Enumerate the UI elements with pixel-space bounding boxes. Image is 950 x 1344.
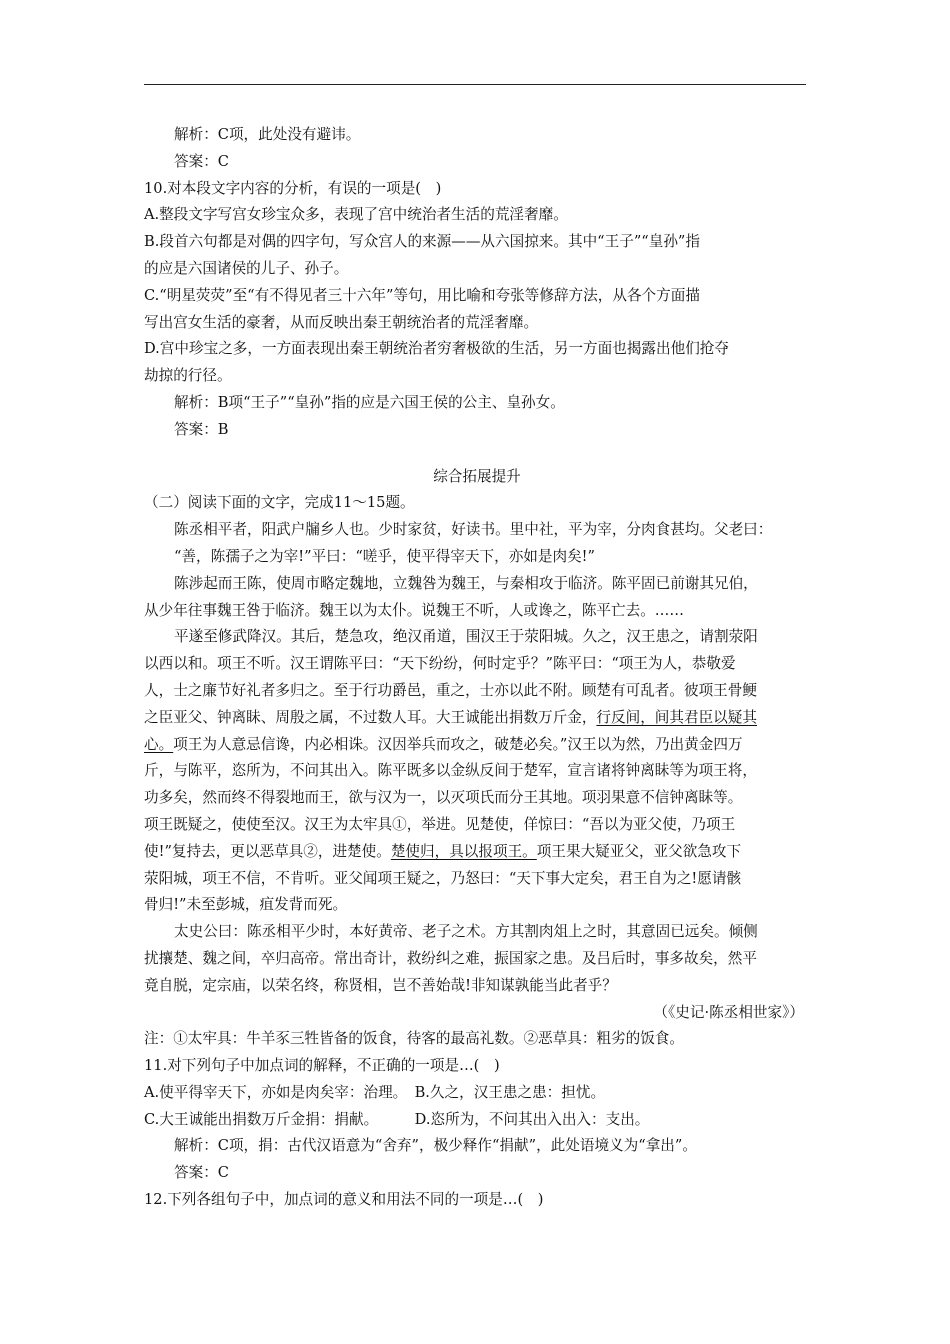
text-line: [144, 866, 810, 893]
line-text: 骨归!”未至彭城，疽发背而死。: [144, 896, 348, 914]
text-line: [144, 839, 810, 866]
text-line: [144, 363, 810, 390]
text-line: [144, 598, 810, 625]
text-line: [144, 490, 810, 517]
section-title: 综合拓展提升: [433, 467, 521, 485]
text-line: [144, 624, 810, 651]
line-text: 之臣亚父、钟离眛、周殷之属，不过数人耳。大王诚能出捐数万斤金，: [144, 708, 597, 726]
text-line: [144, 122, 810, 149]
text-line: [144, 202, 810, 229]
text-line: [144, 812, 810, 839]
line-text: 答案：C: [174, 1164, 229, 1182]
line-text: 11.对下列句子中加点词的解释，不正确的一项是…( ): [144, 1057, 500, 1075]
text-line: [144, 1133, 810, 1160]
underlined-sentence: 心。: [144, 735, 174, 753]
line-text: 解析：C项，捐：古代汉语意为“舍弃”，极少释作“捐献”，此处语境义为“拿出”。: [174, 1137, 697, 1155]
text-line: [144, 758, 810, 785]
text-line: [144, 1160, 810, 1187]
text-line: [144, 892, 810, 919]
text-line: [144, 919, 810, 946]
text-line: [144, 973, 810, 1000]
line-text: 人，士之廉节好礼者多归之。至于行功爵邑，重之，士亦以此不附。顾楚有可乱者。彼项王骨鲠: [144, 681, 757, 699]
questions-block: [144, 1026, 810, 1214]
line-text: 斤，与陈平，恣所为，不问其出入。陈平既多以金纵反间于楚军，宣言诸将钟离眛等为项王将，: [144, 762, 757, 780]
text-line: [144, 310, 810, 337]
text-line: [144, 1080, 810, 1107]
line-text: 答案：B: [174, 420, 229, 438]
line-text: A.使平得宰天下，亦如是肉矣宰：治理。 B.久之，汉王患之患：担忧。: [144, 1083, 606, 1101]
text-line: [144, 571, 810, 598]
text-line: [144, 678, 810, 705]
line-text: 竟自脱，定宗庙，以荣名终，称贤相，岂不善始哉!非知谋孰能当此者乎？: [144, 976, 617, 994]
line-text: 12.下列各组句子中，加点词的意义和用法不同的一项是…( ): [144, 1191, 544, 1209]
text-line: [144, 946, 810, 973]
line-text: 扰攘楚、魏之间，卒归高帝。常出奇计，救纷纠之难，振国家之患。及吕后时，事多故矣，然平: [144, 949, 757, 967]
line-text: 项王既疑之，使使至汉。汉王为太牢具①，举进。见楚使，佯惊曰：“吾以为亚父使，乃项王: [144, 815, 736, 833]
text-line: [144, 176, 810, 203]
text-line: [144, 1053, 810, 1080]
line-text: “善，陈孺子之为宰!”平曰：“嗟乎，使平得宰天下，亦如是肉矣!”: [174, 547, 596, 565]
line-text: 太史公曰：陈丞相平少时，本好黄帝、老子之术。方其割肉俎上之时，其意固已远矣。倾侧: [174, 923, 758, 941]
line-text: D.宫中珍宝之多，一方面表现出秦王朝统治者穷奢极欲的生活，另一方面也揭露出他们抢夺: [144, 340, 729, 358]
line-text: 平遂至修武降汉。其后，楚急攻，绝汉甬道，围汉王于荥阳城。久之，汉王患之，请割荥阳: [174, 628, 758, 646]
text-line: [144, 390, 810, 417]
text-line: [144, 336, 810, 363]
text-line: [144, 785, 810, 812]
text-line: [144, 1187, 810, 1214]
question-10-block: [144, 122, 810, 444]
line-text: 注：①太牢具：牛羊豕三牲皆备的饭食，待客的最高礼数。②恶草具：粗劣的饭食。: [144, 1030, 684, 1048]
header-rule: [144, 84, 806, 85]
line-text: 答案：C: [174, 152, 229, 170]
passage-source: （《史记·陈丞相世家》）: [653, 1003, 804, 1021]
document-body: [144, 122, 810, 1214]
line-text: 的应是六国诸侯的儿子、孙子。: [144, 259, 349, 277]
text-line: [144, 149, 810, 176]
line-text: 解析：B项“王子”“皇孙”指的应是六国王侯的公主、皇孙女。: [174, 393, 565, 411]
text-line: [144, 651, 810, 678]
reading-passage: [144, 490, 810, 999]
text-line: [144, 1107, 810, 1134]
text-line: [144, 1026, 810, 1053]
line-text: 陈涉起而王陈，使周市略定魏地，立魏咎为魏王，与秦相攻于临济。陈平固已前谢其兄伯，: [174, 574, 758, 592]
line-text: A.整段文字写宫女珍宝众多，表现了宫中统治者生活的荒淫奢靡。: [144, 206, 568, 224]
text-line: [144, 732, 810, 759]
line-text: C.大王诚能出捐数万斤金捐：捐献。 D.恣所为，不问其出入出入：支出。: [144, 1110, 650, 1128]
line-text-after: 项王果大疑亚父，亚父欲急攻下: [536, 842, 742, 860]
text-line: [144, 229, 810, 256]
text-line: [144, 256, 810, 283]
line-text: 10.对本段文字内容的分析，有误的一项是( ): [144, 179, 442, 197]
line-text: 解析：C项，此处没有避讳。: [174, 126, 361, 143]
line-text: （二）阅读下面的文字，完成11～15题。: [144, 494, 415, 512]
line-text: 劫掠的行径。: [144, 367, 232, 385]
line-text-after: 项王为人意忌信谗，内必相诛。汉因举兵而攻之，破楚必矣。”汉王以为然，乃出黄金四万: [173, 735, 743, 753]
text-line: [144, 283, 810, 310]
underlined-sentence: 楚使归，具以报项王。: [390, 842, 537, 860]
text-line: [144, 517, 810, 544]
text-line: [144, 417, 810, 444]
line-text: 以西以和。项王不听。汉王谓陈平曰：“天下纷纷，何时定乎？”陈平曰：“项王为人，恭敬爱: [144, 655, 736, 673]
line-text: C.“明星荧荧”至“有不得见者三十六年”等句，用比喻和夸张等修辞方法，从各个方面描: [144, 286, 700, 304]
line-text: B.段首六句都是对偶的四字句，写众宫人的来源——从六国掠来。其中“王子”“皇孙”指: [144, 233, 700, 251]
line-text: 陈丞相平者，阳武户牖乡人也。少时家贫，好读书。里中社，平为宰，分肉食甚均。父老曰：: [174, 521, 773, 539]
underlined-sentence: 行反间，间其君臣以疑其: [596, 708, 757, 726]
text-line: [144, 544, 810, 571]
line-text: 荥阳城，项王不信，不肯听。亚父闻项王疑之，乃怒曰：“天下事大定矣，君王自为之!愿请骸: [144, 869, 742, 887]
line-text: 写出宫女生活的豪奢，从而反映出秦王朝统治者的荒淫奢靡。: [144, 313, 539, 331]
line-text: 功多矣，然而终不得裂地而王，欲与汉为一，以灭项氏而分王其地。项羽果意不信钟离眛等。: [144, 789, 743, 807]
line-text: 从少年往事魏王咎于临济。魏王以为太仆。说魏王不听，人或谗之，陈平亡去。……: [144, 601, 684, 619]
text-line: [144, 705, 810, 732]
line-text: 使!”复持去，更以恶草具②，进楚使。: [144, 842, 391, 860]
